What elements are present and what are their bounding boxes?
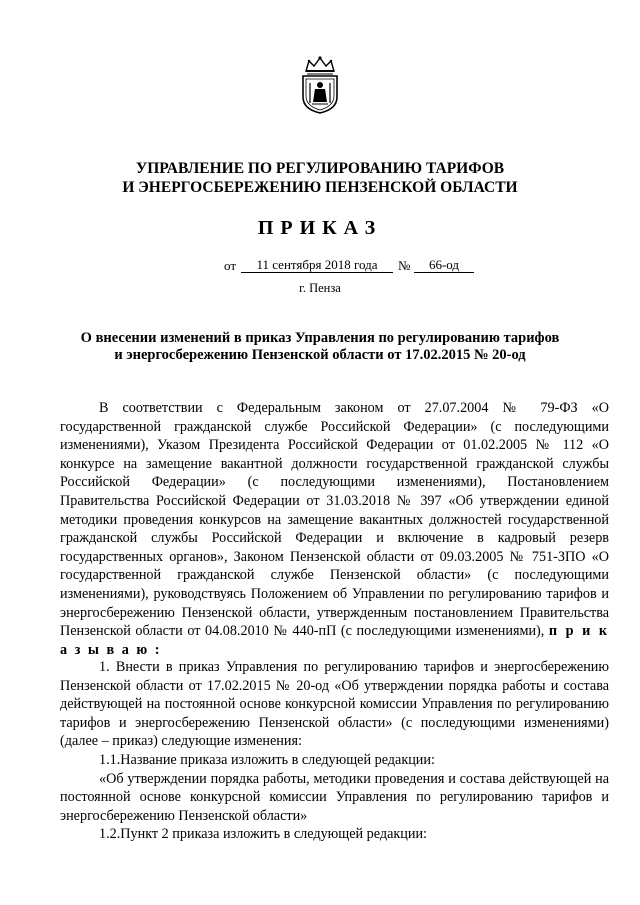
- order-number: 66-од: [414, 258, 474, 273]
- document-title: ПРИКАЗ: [257, 217, 383, 239]
- order-date: 11 сентября 2018 года: [241, 258, 393, 273]
- preamble-paragraph: [60, 399, 609, 659]
- subject-line1: О внесении изменений в приказ Управления по регулированию тарифов: [80, 330, 560, 346]
- number-prefix: №: [398, 258, 411, 273]
- order-word: п р и к а з ы в а ю :: [60, 623, 609, 658]
- item-1-1-text: «Об утверждении порядка работы, методики проведения и состава действующей на постоянной основе конкурсной комиссии Управления по регулированию тарифов и энергосбережению Пензенской области»: [60, 770, 609, 824]
- preamble-text: В соответствии с Федеральным законом от 27.07.2004 № 79-ФЗ «О государственной гражданской службе Российской Федерации» (с последующими изменениями), Указом Президента Российской Федерации от 01.02.2005 № 112 «О конкурсе на замещение вакантной должности государственной гражданской службы Российской Федерации» (с последующими изменениями), Постановлением Правительства Российской Федерации от 31.03.2018 № 397 «Об утверждении единой методики проведения конкурсов на замещение вакантных должностей государственной гражданской службы Российской Федерации и включение в кадровый резерв государственных органов», Законом Пензенской области от 09.03.2005 № 751-ЗПО «О государственной гражданской службе Пензенской области» (с последующими изменениями), руководствуясь Положением об Управлении по регулированию тарифов и энергосбережению Пензенской области, утвержденным постановлением Правительства Пензенской области от 04.08.2010 № 440-пП (с последующими изменениями),: [60, 400, 609, 640]
- item-1-1: 1.1.Название приказа изложить в следующей редакции:: [99, 751, 435, 768]
- item-1: 1. Внести в приказ Управления по регулированию тарифов и энергосбережению Пензенской области от 17.02.2015 № 20-од «Об утверждении порядка работы и состава действующей на постоянной основе конкурсной комиссии Управления по регулированию тарифов и энергосбережению Пензенской области» (с последующими изменениями) (далее – приказ) следующие изменения:: [60, 659, 609, 750]
- subject-line2: и энергосбережению Пензенской области от 17.02.2015 № 20-од: [114, 347, 526, 363]
- org-name-line1: УПРАВЛЕНИЕ ПО РЕГУЛИРОВАНИЮ ТАРИФОВ: [135, 160, 505, 177]
- org-name-line2: И ЭНЕРГОСБЕРЕЖЕНИЮ ПЕНЗЕНСКОЙ ОБЛАСТИ: [122, 179, 518, 196]
- document-items: [60, 658, 609, 844]
- order-city: г. Пенза: [299, 281, 341, 295]
- penza-coat-of-arms-icon: [297, 55, 343, 115]
- document-body: [60, 399, 609, 659]
- date-prefix: от: [224, 258, 237, 273]
- item-1-2: 1.2.Пункт 2 приказа изложить в следующей редакции:: [99, 826, 427, 843]
